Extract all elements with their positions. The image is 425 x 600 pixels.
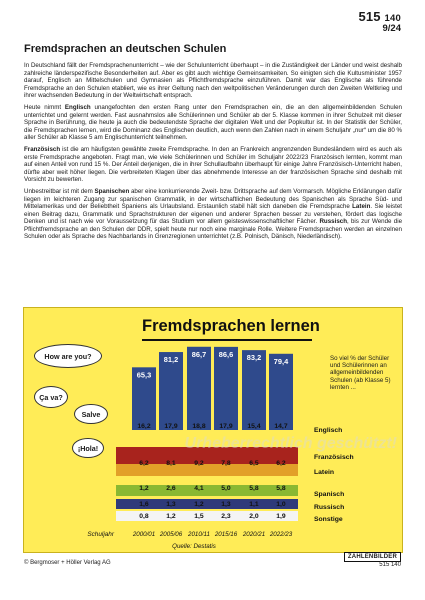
value-label-sonstige: 2,3 [221,513,231,520]
value-label-russisch: 1,3 [166,501,176,508]
value-label-russisch: 1,3 [221,501,231,508]
x-tick-label: 2005/06 [159,531,183,538]
value-label-französisch: 14,7 [274,423,288,430]
paragraph-1: In Deutschland fällt der Fremdsprachenunterricht – wie der Schulunterricht überhaupt – in die Zuständigkeit der Länder und weist deshalb zahlreiche länderspezifische Besonderheiten auf. Aber es gibt auch wichtige Gemeinsamkeiten. So einigten sich die Kultusminister 1957 darauf, Englisch an Mittelschulen und Gymnasien als Pflichtfremdsprache einzuführen. Damit war das Englische als führende Fremdsprache an den Schulen etabliert, wie es ihrer Geltung nach den weltpolitischen Veränderungen durch den Zweiten Weltkrieg und ihrer wachsenden Bedeutung in der Weltwirtschaft entsprach. [24,62,402,99]
page-title: Fremdsprachen an deutschen Schulen [24,43,227,55]
value-label-latein: 6,5 [249,460,259,467]
bar-label-englisch: 81,2 [163,355,179,365]
bar-label-englisch: 86,6 [218,349,234,359]
paragraph-2: Heute nimmt Englisch unangefochten den ersten Rang unter den Fremdsprachen ein, die an den allgemeinbildenden Schulen unterrichtet und gelernt werden. Fast ausnahmslos alle Schülerinnen und Schüler ab der 5. Klasse kommen in ihrer Schulzeit mit dieser Sprache in Berührung, die heute ja auch die bedeutendste Sprache der digitalen Welt und der Popkultur ist. In der Statistik der Schüler, die Fremdsprachen lernen, wird die Dominanz des Englischen deutlich, auch wenn den Zahlen nach in einem Schuljahr „nur“ um die 80 % aller Schüler ab Klasse 5 am Englischunterricht teilnehmen. [24,104,403,141]
value-label-sonstige: 0,8 [139,513,149,520]
value-label-russisch: 1,2 [194,501,204,508]
value-label-latein: 6,2 [276,460,286,467]
value-label-französisch: 17,9 [164,423,178,430]
bar-label-englisch: 79,4 [273,356,289,366]
watermark-text: Urheberrechtlich geschützt! [184,435,397,452]
value-label-russisch: 1,1 [249,501,259,508]
value-label-spanisch: 5,0 [221,485,231,492]
value-label-latein: 6,2 [139,460,149,467]
value-label-französisch: 18,8 [192,423,206,430]
value-label-spanisch: 2,6 [166,485,176,492]
x-tick-label: 2022/23 [269,531,293,538]
series-name-russisch: Russisch [314,504,345,511]
x-tick-label: 2010/11 [188,531,210,538]
chart-source: Quelle: Destatis [172,543,216,550]
chart-panel [23,307,403,553]
value-label-französisch: 15,4 [247,423,261,430]
chart-footnote: So viel % der Schüler und Schülerinnen an allgemeinbildenden Schulen (ab Klasse 5) lernten ... [330,355,391,391]
bar-label-englisch: 86,7 [191,349,207,359]
value-label-französisch: 17,9 [219,423,233,430]
series-name-französisch: Französisch [314,454,354,461]
zahlenbilder-logo: ZAHLENBILDER [344,552,401,562]
copyright: © Bergmoser + Höller Verlag AG [24,560,111,566]
value-label-sonstige: 1,5 [194,513,204,520]
value-label-latein: 7,8 [221,460,231,467]
value-label-spanisch: 5,8 [249,485,259,492]
page-number [358,10,401,34]
bar-label-englisch: 83,2 [246,353,262,363]
speech-bubble-english: How are you? [34,344,102,368]
value-label-latein: 9,2 [194,460,204,467]
value-label-französisch: 16,2 [137,423,151,430]
value-label-latein: 8,1 [166,460,176,467]
chart-title: Fremdsprachen lernen [142,317,320,335]
x-tick-label: 2015/16 [214,531,238,538]
speech-bubble-french: Ça va? [34,386,68,408]
x-axis-label: Schuljahr [87,531,114,538]
speech-bubble-latin: Salve [74,404,108,424]
page-number-main: 515 [358,9,381,24]
paragraph-4: Unbestreitbar ist mit dem Spanischen aber eine konkurrierende Zweit- bzw. Drittsprache auf dem Vormarsch. Mögliche Erklärungen dafür liegen im leichteren Zugang zur spanischen Grammatik, in der wirtschaftlichen Bedeutung des Spanischen als Sprache Süd- und Mittelamerikas und der Beliebtheit Spaniens als Urlaubsland. Erstaunlich stabil hält sich daneben die Fremdsprache Latein. Sie leistet einen Beitrag dazu, Grammatik und Sprachstrukturen der eigenen und anderer Sprachen besser zu verstehen, fördert das logische Denken und ist nach wie vor Voraussetzung für das Studium vor allem geisteswissenschaftlicher Fächer. Russisch, bis zur Wende die Pflichtfremdsprache an den Schulen der DDR, spielt heute nur noch eine marginale Rolle. Weitere Fremdsprachen werden an einzelnen Schulen oder als Sprache des Nachbarlands in Grenzregionen unterrichtet (z.B. Polnisch, Dänisch, Niederländisch). [24,188,403,240]
x-tick-label: 2000/01 [132,531,156,538]
footer-number: 515 140 [379,562,401,568]
page-date: 9/24 [382,22,401,34]
value-label-spanisch: 1,2 [139,485,149,492]
series-name-spanisch: Spanisch [314,491,345,498]
value-label-sonstige: 2,0 [249,513,259,520]
value-label-spanisch: 4,1 [194,485,204,492]
footer-brand [344,552,401,568]
value-label-spanisch: 5,8 [276,485,286,492]
series-name-latein: Latein [314,469,335,476]
series-name-sonstige: Sonstige [314,516,343,523]
bar-englisch [187,347,211,430]
speech-bubble-spanish: ¡Hola! [72,438,104,458]
value-label-russisch: 1,0 [276,501,286,508]
bar-label-englisch: 65,3 [136,370,152,380]
value-label-sonstige: 1,9 [276,513,286,520]
series-name-englisch: Englisch [314,427,343,434]
page-number-sub: 140 [384,13,401,24]
x-tick-label: 2020/21 [242,531,266,538]
body-text [24,62,402,245]
value-label-sonstige: 1,2 [166,513,176,520]
paragraph-3: Französisch ist die am häufigsten gewählte zweite Fremdsprache. In den an Frankreich angrenzenden Bundesländern wird es auch als erste Fremdsprache angeboten. Fragt man, wie viele Schülerinnen und Schüler im Schuljahr 2022/23 Französisch lernten, kommt man auf einen Anteil von rund 15 %. Der Anteil derjenigen, die in ihrer Schullaufbahn überhaupt für einige Jahre Französisch-Unterricht haben, dürfte aber weit höher liegen. Die verbreiteten Klagen über das abnehmende Interesse an der französischen Sprache sind deshalb mit Vorsicht zu bewerten. [24,146,402,183]
bar-englisch [214,347,238,430]
value-label-russisch: 1,6 [139,501,149,508]
